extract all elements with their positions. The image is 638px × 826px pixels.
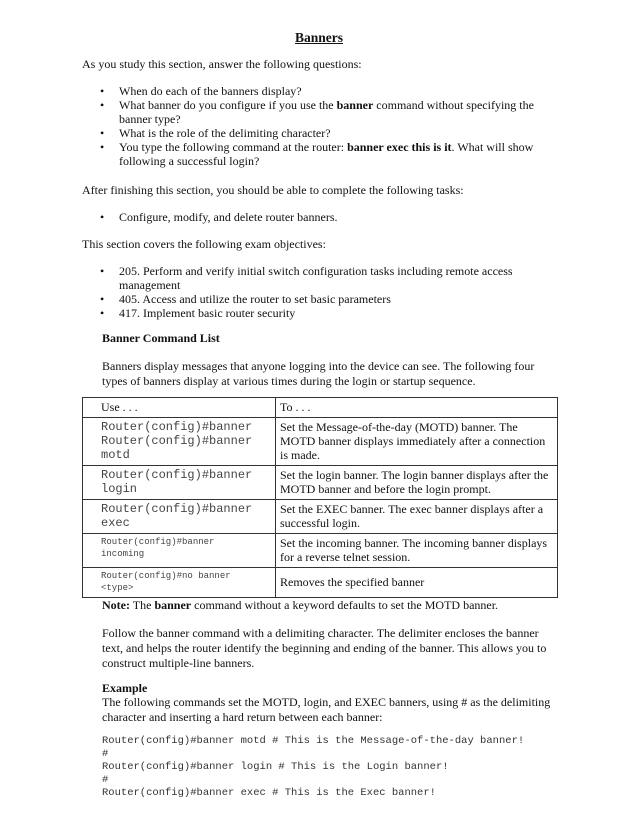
- table-row: [83, 418, 558, 466]
- note-label: Note:: [102, 598, 130, 612]
- description-cell: Set the incoming banner. The incoming banner displays for a reverse telnet session.: [276, 534, 558, 568]
- note-text-pre: The: [129, 598, 155, 612]
- note-text-post: command without a keyword defaults to set the MOTD banner.: [191, 598, 499, 612]
- tasks-list: [82, 210, 542, 224]
- list-item: [82, 98, 542, 126]
- item-text: command without specifying the banner type?: [119, 98, 534, 126]
- note-keyword: banner: [154, 598, 192, 612]
- command-cell: Router(config)#no banner <type>: [83, 568, 276, 598]
- example-paragraph: The following commands set the MOTD, login, and EXEC banners, using # as the delimiting character and inserting a hard return between each banner:: [102, 695, 551, 724]
- header-to: To . . .: [276, 398, 558, 418]
- questions-list: [82, 84, 542, 168]
- tasks-intro: After finishing this section, you should be able to complete the following tasks:: [82, 183, 464, 197]
- list-paragraph: Banners display messages that anyone logging into the device can see. The following four types of banners display at various times during the login or startup sequence.: [102, 359, 535, 388]
- code-line: #: [102, 774, 109, 786]
- list-item: [82, 140, 542, 168]
- command-cell: Router(config)#banner incoming: [83, 534, 276, 568]
- table-header-row: [83, 398, 558, 418]
- list-item: [82, 84, 542, 98]
- keyword-text: banner: [336, 98, 374, 112]
- list-item: • 205. Perform and verify initial switch configuration tasks including remote access management: [82, 264, 542, 292]
- list-item: • 405. Access and utilize the router to set basic parameters: [82, 292, 542, 306]
- item-text: What is the role of the delimiting character?: [119, 126, 331, 140]
- item-text: . What will show following a successful login?: [119, 140, 534, 168]
- command-cell: Router(config)#banner Router(config)#banner motd: [83, 418, 276, 466]
- code-line: #: [102, 748, 109, 760]
- description-cell: Set the Message-of-the-day (MOTD) banner. The MOTD banner displays immediately after a connection is made.: [276, 418, 558, 466]
- banner-command-table: [82, 397, 558, 598]
- page-title: Banners: [294, 30, 343, 45]
- keyword-text: banner exec this is it: [347, 140, 452, 154]
- table-row: [83, 568, 558, 598]
- code-line: Router(config)#banner exec # This is the Exec banner!: [102, 787, 436, 799]
- example-code-block: [102, 735, 524, 800]
- table-row: [83, 466, 558, 500]
- item-text: You type the following command at the router:: [119, 140, 348, 154]
- table-row: [83, 500, 558, 534]
- table-row: [83, 534, 558, 568]
- item-text: When do each of the banners display?: [119, 84, 302, 98]
- header-use: Use . . .: [83, 398, 276, 418]
- example-heading: Example: [102, 681, 148, 695]
- note-paragraph: [102, 598, 552, 613]
- command-cell: Router(config)#banner exec: [83, 500, 276, 534]
- list-item: • 417. Implement basic router security: [82, 306, 542, 320]
- code-line: Router(config)#banner login # This is the Login banner!: [102, 761, 449, 773]
- description-cell: Set the login banner. The login banner displays after the MOTD banner and before the login prompt.: [276, 466, 558, 500]
- description-cell: Set the EXEC banner. The exec banner displays after a successful login.: [276, 500, 558, 534]
- code-line: Router(config)#banner motd # This is the Message-of-the-day banner!: [102, 735, 525, 747]
- list-item: [82, 126, 542, 140]
- objectives-intro: This section covers the following exam objectives:: [82, 237, 326, 251]
- description-cell: Removes the specified banner: [276, 568, 558, 598]
- objectives-list: [82, 264, 542, 320]
- command-cell: Router(config)#banner login: [83, 466, 276, 500]
- item-text: What banner do you configure if you use the: [119, 98, 337, 112]
- list-heading: Banner Command List: [102, 331, 220, 345]
- intro-text: As you study this section, answer the following questions:: [82, 57, 362, 71]
- delimiter-paragraph: Follow the banner command with a delimiting character. The delimiter encloses the banner text, and helps the router identify the beginning and ending of the banner. This allows you to construct multiple-line banners.: [102, 626, 547, 670]
- list-item: • Configure, modify, and delete router banners.: [82, 210, 542, 224]
